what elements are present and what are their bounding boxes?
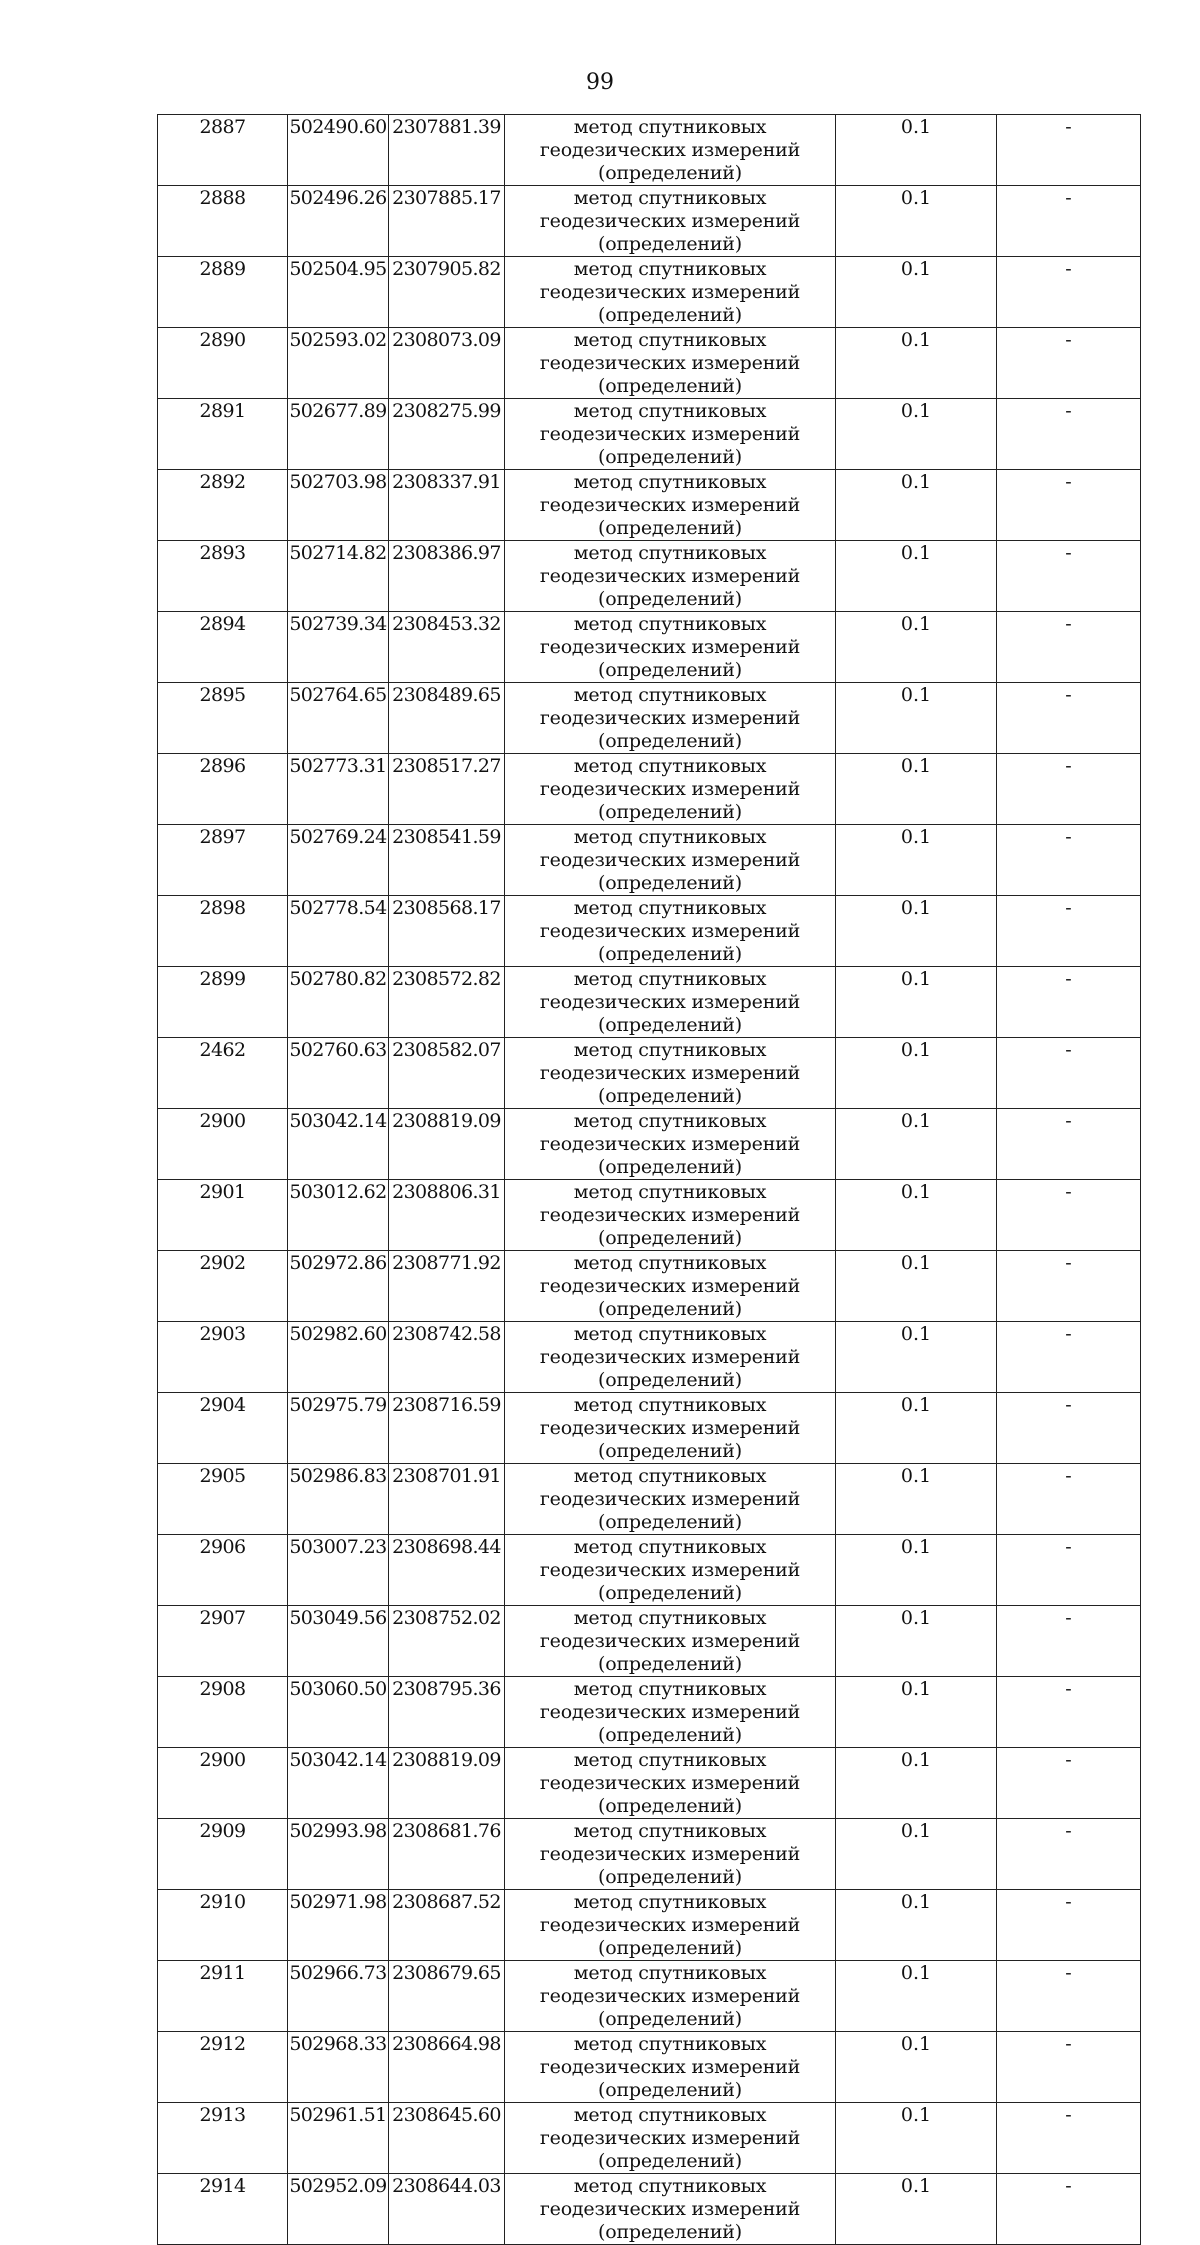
page-number: 99 — [586, 70, 614, 95]
accuracy-cell: 0.1 — [836, 754, 997, 825]
accuracy-cell: 0.1 — [836, 1606, 997, 1677]
accuracy-cell: 0.1 — [836, 328, 997, 399]
point-number-cell: 2889 — [158, 257, 288, 328]
method-cell: метод спутниковых геодезических измерений (определений) — [505, 1890, 836, 1961]
accuracy-cell: 0.1 — [836, 683, 997, 754]
method-cell: метод спутниковых геодезических измерений (определений) — [505, 1038, 836, 1109]
accuracy-cell: 0.1 — [836, 1890, 997, 1961]
point-number-cell: 2888 — [158, 186, 288, 257]
point-number-cell: 2912 — [158, 2032, 288, 2103]
point-number-cell: 2903 — [158, 1322, 288, 1393]
table-row — [158, 1038, 1141, 1109]
table-row — [158, 115, 1141, 186]
y-coordinate-cell: 2308806.31 — [389, 1180, 505, 1251]
table-row — [158, 1322, 1141, 1393]
table-row — [158, 186, 1141, 257]
point-number-cell: 2913 — [158, 2103, 288, 2174]
y-coordinate-cell: 2308752.02 — [389, 1606, 505, 1677]
x-coordinate-cell: 502504.95 — [288, 257, 389, 328]
y-coordinate-cell: 2308795.36 — [389, 1677, 505, 1748]
method-cell: метод спутниковых геодезических измерений (определений) — [505, 115, 836, 186]
description-cell: - — [997, 1606, 1141, 1677]
y-coordinate-cell: 2308489.65 — [389, 683, 505, 754]
description-cell: - — [997, 1038, 1141, 1109]
y-coordinate-cell: 2308701.91 — [389, 1464, 505, 1535]
method-cell: метод спутниковых геодезических измерений (определений) — [505, 683, 836, 754]
point-number-cell: 2899 — [158, 967, 288, 1038]
point-number-cell: 2914 — [158, 2174, 288, 2245]
y-coordinate-cell: 2308568.17 — [389, 896, 505, 967]
description-cell: - — [997, 1322, 1141, 1393]
table-row — [158, 328, 1141, 399]
x-coordinate-cell: 502972.86 — [288, 1251, 389, 1322]
table-row — [158, 1961, 1141, 2032]
y-coordinate-cell: 2308716.59 — [389, 1393, 505, 1464]
y-coordinate-cell: 2308664.98 — [389, 2032, 505, 2103]
x-coordinate-cell: 502769.24 — [288, 825, 389, 896]
x-coordinate-cell: 503007.23 — [288, 1535, 389, 1606]
table-row — [158, 1464, 1141, 1535]
y-coordinate-cell: 2307905.82 — [389, 257, 505, 328]
point-number-cell: 2890 — [158, 328, 288, 399]
table-body — [158, 115, 1141, 2245]
point-number-cell: 2901 — [158, 1180, 288, 1251]
table-row — [158, 2174, 1141, 2245]
y-coordinate-cell: 2308645.60 — [389, 2103, 505, 2174]
accuracy-cell: 0.1 — [836, 1180, 997, 1251]
y-coordinate-cell: 2308572.82 — [389, 967, 505, 1038]
x-coordinate-cell: 502760.63 — [288, 1038, 389, 1109]
method-cell: метод спутниковых геодезических измерений (определений) — [505, 2174, 836, 2245]
description-cell: - — [997, 825, 1141, 896]
x-coordinate-cell: 502778.54 — [288, 896, 389, 967]
y-coordinate-cell: 2308687.52 — [389, 1890, 505, 1961]
table-row — [158, 1748, 1141, 1819]
method-cell: метод спутниковых геодезических измерений (определений) — [505, 470, 836, 541]
table-row — [158, 754, 1141, 825]
description-cell: - — [997, 328, 1141, 399]
accuracy-cell: 0.1 — [836, 541, 997, 612]
description-cell: - — [997, 115, 1141, 186]
table-row — [158, 257, 1141, 328]
y-coordinate-cell: 2308337.91 — [389, 470, 505, 541]
y-coordinate-cell: 2308275.99 — [389, 399, 505, 470]
x-coordinate-cell: 502703.98 — [288, 470, 389, 541]
description-cell: - — [997, 1961, 1141, 2032]
point-number-cell: 2907 — [158, 1606, 288, 1677]
accuracy-cell: 0.1 — [836, 1464, 997, 1535]
method-cell: метод спутниковых геодезических измерений (определений) — [505, 1819, 836, 1890]
point-number-cell: 2894 — [158, 612, 288, 683]
method-cell: метод спутниковых геодезических измерений (определений) — [505, 399, 836, 470]
x-coordinate-cell: 503042.14 — [288, 1109, 389, 1180]
x-coordinate-cell: 502975.79 — [288, 1393, 389, 1464]
table-row — [158, 1393, 1141, 1464]
x-coordinate-cell: 502966.73 — [288, 1961, 389, 2032]
table-row — [158, 967, 1141, 1038]
description-cell: - — [997, 1819, 1141, 1890]
y-coordinate-cell: 2307881.39 — [389, 115, 505, 186]
table-row — [158, 541, 1141, 612]
accuracy-cell: 0.1 — [836, 967, 997, 1038]
table-row — [158, 612, 1141, 683]
description-cell: - — [997, 186, 1141, 257]
method-cell: метод спутниковых геодезических измерений (определений) — [505, 612, 836, 683]
table-row — [158, 1819, 1141, 1890]
method-cell: метод спутниковых геодезических измерений (определений) — [505, 257, 836, 328]
description-cell: - — [997, 2174, 1141, 2245]
description-cell: - — [997, 470, 1141, 541]
accuracy-cell: 0.1 — [836, 186, 997, 257]
y-coordinate-cell: 2308679.65 — [389, 1961, 505, 2032]
description-cell: - — [997, 1393, 1141, 1464]
x-coordinate-cell: 503049.56 — [288, 1606, 389, 1677]
method-cell: метод спутниковых геодезических измерений (определений) — [505, 1748, 836, 1819]
table-row — [158, 1535, 1141, 1606]
x-coordinate-cell: 502773.31 — [288, 754, 389, 825]
point-number-cell: 2900 — [158, 1748, 288, 1819]
accuracy-cell: 0.1 — [836, 399, 997, 470]
description-cell: - — [997, 1748, 1141, 1819]
accuracy-cell: 0.1 — [836, 1748, 997, 1819]
point-number-cell: 2891 — [158, 399, 288, 470]
method-cell: метод спутниковых геодезических измерений (определений) — [505, 1180, 836, 1251]
y-coordinate-cell: 2308517.27 — [389, 754, 505, 825]
accuracy-cell: 0.1 — [836, 470, 997, 541]
accuracy-cell: 0.1 — [836, 825, 997, 896]
y-coordinate-cell: 2308819.09 — [389, 1748, 505, 1819]
x-coordinate-cell: 502677.89 — [288, 399, 389, 470]
table-row — [158, 896, 1141, 967]
description-cell: - — [997, 1251, 1141, 1322]
method-cell: метод спутниковых геодезических измерений (определений) — [505, 328, 836, 399]
point-number-cell: 2905 — [158, 1464, 288, 1535]
table-row — [158, 2032, 1141, 2103]
accuracy-cell: 0.1 — [836, 2103, 997, 2174]
description-cell: - — [997, 1890, 1141, 1961]
y-coordinate-cell: 2308819.09 — [389, 1109, 505, 1180]
accuracy-cell: 0.1 — [836, 1109, 997, 1180]
point-number-cell: 2908 — [158, 1677, 288, 1748]
x-coordinate-cell: 502764.65 — [288, 683, 389, 754]
method-cell: метод спутниковых геодезических измерений (определений) — [505, 1251, 836, 1322]
x-coordinate-cell: 502968.33 — [288, 2032, 389, 2103]
description-cell: - — [997, 683, 1141, 754]
point-number-cell: 2893 — [158, 541, 288, 612]
x-coordinate-cell: 502982.60 — [288, 1322, 389, 1393]
table-row — [158, 1677, 1141, 1748]
point-number-cell: 2898 — [158, 896, 288, 967]
point-number-cell: 2896 — [158, 754, 288, 825]
method-cell: метод спутниковых геодезических измерений (определений) — [505, 967, 836, 1038]
x-coordinate-cell: 502490.60 — [288, 115, 389, 186]
table-row — [158, 1606, 1141, 1677]
description-cell: - — [997, 1180, 1141, 1251]
point-number-cell: 2895 — [158, 683, 288, 754]
table-row — [158, 1180, 1141, 1251]
method-cell: метод спутниковых геодезических измерений (определений) — [505, 896, 836, 967]
y-coordinate-cell: 2308698.44 — [389, 1535, 505, 1606]
accuracy-cell: 0.1 — [836, 1677, 997, 1748]
x-coordinate-cell: 502971.98 — [288, 1890, 389, 1961]
method-cell: метод спутниковых геодезических измерений (определений) — [505, 541, 836, 612]
accuracy-cell: 0.1 — [836, 1251, 997, 1322]
x-coordinate-cell: 502780.82 — [288, 967, 389, 1038]
method-cell: метод спутниковых геодезических измерений (определений) — [505, 1606, 836, 1677]
point-number-cell: 2906 — [158, 1535, 288, 1606]
point-number-cell: 2909 — [158, 1819, 288, 1890]
method-cell: метод спутниковых геодезических измерений (определений) — [505, 1535, 836, 1606]
point-number-cell: 2462 — [158, 1038, 288, 1109]
description-cell: - — [997, 1535, 1141, 1606]
x-coordinate-cell: 502961.51 — [288, 2103, 389, 2174]
method-cell: метод спутниковых геодезических измерений (определений) — [505, 1393, 836, 1464]
description-cell: - — [997, 1677, 1141, 1748]
description-cell: - — [997, 2032, 1141, 2103]
y-coordinate-cell: 2308073.09 — [389, 328, 505, 399]
method-cell: метод спутниковых геодезических измерений (определений) — [505, 1109, 836, 1180]
table-row — [158, 399, 1141, 470]
point-number-cell: 2911 — [158, 1961, 288, 2032]
description-cell: - — [997, 1109, 1141, 1180]
point-number-cell: 2887 — [158, 115, 288, 186]
description-cell: - — [997, 612, 1141, 683]
x-coordinate-cell: 503042.14 — [288, 1748, 389, 1819]
accuracy-cell: 0.1 — [836, 896, 997, 967]
point-number-cell: 2900 — [158, 1109, 288, 1180]
table-row — [158, 825, 1141, 896]
x-coordinate-cell: 502714.82 — [288, 541, 389, 612]
x-coordinate-cell: 503060.50 — [288, 1677, 389, 1748]
x-coordinate-cell: 502593.02 — [288, 328, 389, 399]
description-cell: - — [997, 896, 1141, 967]
table-row — [158, 470, 1141, 541]
accuracy-cell: 0.1 — [836, 1819, 997, 1890]
table-row — [158, 1890, 1141, 1961]
method-cell: метод спутниковых геодезических измерений (определений) — [505, 754, 836, 825]
method-cell: метод спутниковых геодезических измерений (определений) — [505, 1961, 836, 2032]
accuracy-cell: 0.1 — [836, 2174, 997, 2245]
accuracy-cell: 0.1 — [836, 257, 997, 328]
x-coordinate-cell: 503012.62 — [288, 1180, 389, 1251]
table-row — [158, 1251, 1141, 1322]
accuracy-cell: 0.1 — [836, 1393, 997, 1464]
method-cell: метод спутниковых геодезических измерений (определений) — [505, 186, 836, 257]
accuracy-cell: 0.1 — [836, 1038, 997, 1109]
coordinates-table — [157, 114, 1141, 2245]
accuracy-cell: 0.1 — [836, 612, 997, 683]
point-number-cell: 2910 — [158, 1890, 288, 1961]
accuracy-cell: 0.1 — [836, 115, 997, 186]
x-coordinate-cell: 502986.83 — [288, 1464, 389, 1535]
accuracy-cell: 0.1 — [836, 2032, 997, 2103]
y-coordinate-cell: 2308771.92 — [389, 1251, 505, 1322]
method-cell: метод спутниковых геодезических измерений (определений) — [505, 2103, 836, 2174]
table-row — [158, 2103, 1141, 2174]
y-coordinate-cell: 2308582.07 — [389, 1038, 505, 1109]
description-cell: - — [997, 257, 1141, 328]
method-cell: метод спутниковых геодезических измерений (определений) — [505, 1464, 836, 1535]
method-cell: метод спутниковых геодезических измерений (определений) — [505, 1677, 836, 1748]
x-coordinate-cell: 502993.98 — [288, 1819, 389, 1890]
description-cell: - — [997, 399, 1141, 470]
y-coordinate-cell: 2308742.58 — [389, 1322, 505, 1393]
y-coordinate-cell: 2308681.76 — [389, 1819, 505, 1890]
y-coordinate-cell: 2308644.03 — [389, 2174, 505, 2245]
point-number-cell: 2892 — [158, 470, 288, 541]
y-coordinate-cell: 2308386.97 — [389, 541, 505, 612]
description-cell: - — [997, 2103, 1141, 2174]
table-row — [158, 1109, 1141, 1180]
point-number-cell: 2902 — [158, 1251, 288, 1322]
y-coordinate-cell: 2308541.59 — [389, 825, 505, 896]
method-cell: метод спутниковых геодезических измерений (определений) — [505, 825, 836, 896]
x-coordinate-cell: 502952.09 — [288, 2174, 389, 2245]
description-cell: - — [997, 1464, 1141, 1535]
accuracy-cell: 0.1 — [836, 1322, 997, 1393]
accuracy-cell: 0.1 — [836, 1535, 997, 1606]
y-coordinate-cell: 2307885.17 — [389, 186, 505, 257]
y-coordinate-cell: 2308453.32 — [389, 612, 505, 683]
description-cell: - — [997, 541, 1141, 612]
description-cell: - — [997, 967, 1141, 1038]
point-number-cell: 2904 — [158, 1393, 288, 1464]
table-row — [158, 683, 1141, 754]
method-cell: метод спутниковых геодезических измерений (определений) — [505, 2032, 836, 2103]
description-cell: - — [997, 754, 1141, 825]
x-coordinate-cell: 502496.26 — [288, 186, 389, 257]
accuracy-cell: 0.1 — [836, 1961, 997, 2032]
x-coordinate-cell: 502739.34 — [288, 612, 389, 683]
method-cell: метод спутниковых геодезических измерений (определений) — [505, 1322, 836, 1393]
point-number-cell: 2897 — [158, 825, 288, 896]
